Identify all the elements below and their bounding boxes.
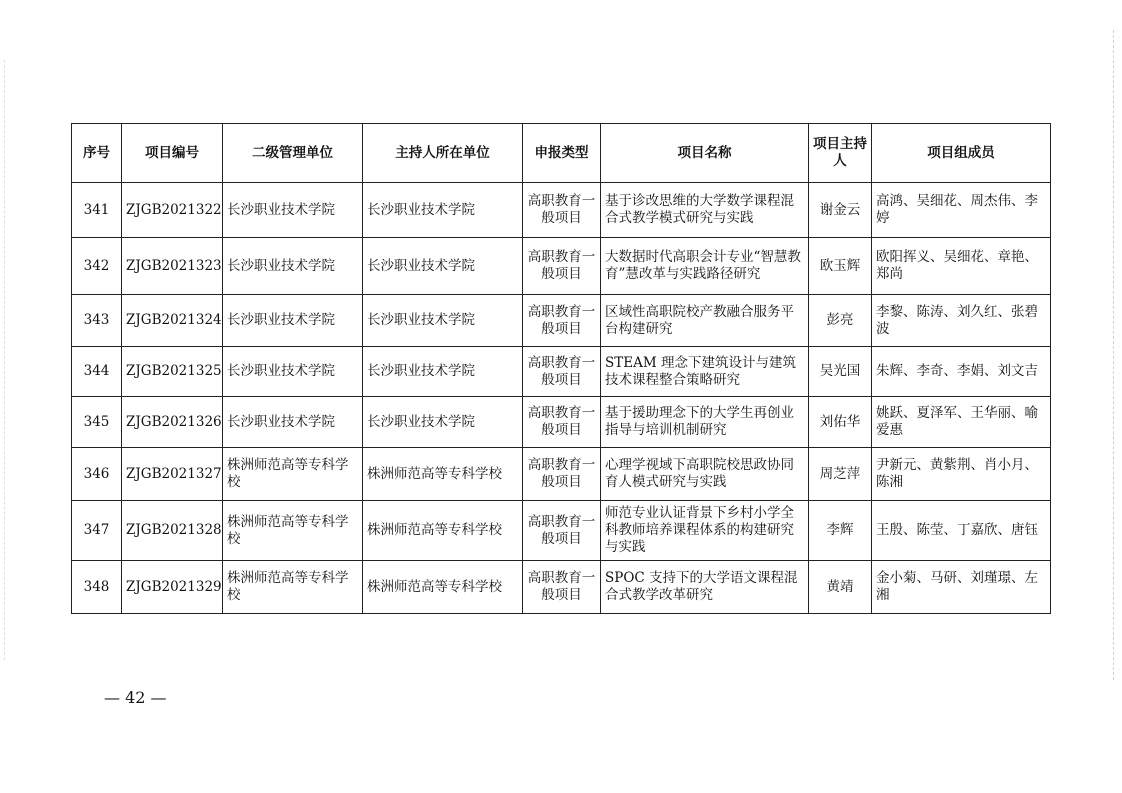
header-name: 项目名称 <box>601 124 809 183</box>
cell-name: 师范专业认证背景下乡村小学全科教师培养课程体系的构建研究与实践 <box>601 501 809 561</box>
cell-type: 高职教育一般项目 <box>523 295 601 347</box>
scan-edge-right <box>1112 30 1114 680</box>
cell-members: 李黎、陈涛、刘久红、张碧波 <box>872 295 1051 347</box>
cell-leader: 李辉 <box>809 501 872 561</box>
cell-leader: 吴光国 <box>809 347 872 397</box>
cell-no: 344 <box>72 347 122 397</box>
table-row <box>72 501 1051 561</box>
cell-code: ZJGB2021323 <box>122 238 223 295</box>
cell-members: 姚跃、夏泽军、王华丽、喻爱惠 <box>872 397 1051 448</box>
cell-leader: 欧玉辉 <box>809 238 872 295</box>
cell-host-unit: 长沙职业技术学院 <box>363 183 523 238</box>
cell-unit: 株洲师范高等专科学校 <box>223 448 363 501</box>
cell-members: 高鸿、吴细花、周杰伟、李婷 <box>872 183 1051 238</box>
cell-type: 高职教育一般项目 <box>523 347 601 397</box>
cell-leader: 黄靖 <box>809 561 872 614</box>
cell-members: 尹新元、黄紫荆、肖小月、陈湘 <box>872 448 1051 501</box>
table-row <box>72 397 1051 448</box>
header-members: 项目组成员 <box>872 124 1051 183</box>
table-row <box>72 561 1051 614</box>
cell-no: 347 <box>72 501 122 561</box>
cell-host-unit: 株洲师范高等专科学校 <box>363 561 523 614</box>
cell-no: 343 <box>72 295 122 347</box>
header-host-unit: 主持人所在单位 <box>363 124 523 183</box>
cell-no: 348 <box>72 561 122 614</box>
cell-code: ZJGB2021328 <box>122 501 223 561</box>
cell-unit: 长沙职业技术学院 <box>223 347 363 397</box>
cell-no: 342 <box>72 238 122 295</box>
cell-code: ZJGB2021322 <box>122 183 223 238</box>
cell-host-unit: 长沙职业技术学院 <box>363 238 523 295</box>
cell-code: ZJGB2021325 <box>122 347 223 397</box>
cell-no: 346 <box>72 448 122 501</box>
table-row <box>72 295 1051 347</box>
cell-type: 高职教育一般项目 <box>523 501 601 561</box>
cell-code: ZJGB2021324 <box>122 295 223 347</box>
cell-no: 341 <box>72 183 122 238</box>
cell-members: 王殷、陈莹、丁嘉欣、唐钰 <box>872 501 1051 561</box>
cell-name: 心理学视域下高职院校思政协同育人模式研究与实践 <box>601 448 809 501</box>
cell-type: 高职教育一般项目 <box>523 183 601 238</box>
cell-leader: 周芝萍 <box>809 448 872 501</box>
table-row <box>72 448 1051 501</box>
cell-name: 基于诊改思维的大学数学课程混合式教学模式研究与实践 <box>601 183 809 238</box>
project-table <box>71 123 1051 614</box>
header-code: 项目编号 <box>122 124 223 183</box>
cell-members: 朱辉、李奇、李娟、刘文吉 <box>872 347 1051 397</box>
header-leader: 项目主持人 <box>809 124 872 183</box>
cell-no: 345 <box>72 397 122 448</box>
cell-host-unit: 长沙职业技术学院 <box>363 347 523 397</box>
cell-unit: 长沙职业技术学院 <box>223 397 363 448</box>
header-no: 序号 <box>72 124 122 183</box>
header-unit: 二级管理单位 <box>223 124 363 183</box>
cell-name: 区域性高职院校产教融合服务平台构建研究 <box>601 295 809 347</box>
cell-unit: 长沙职业技术学院 <box>223 295 363 347</box>
cell-type: 高职教育一般项目 <box>523 238 601 295</box>
cell-name: SPOC 支持下的大学语文课程混合式教学改革研究 <box>601 561 809 614</box>
cell-unit: 株洲师范高等专科学校 <box>223 561 363 614</box>
cell-unit: 株洲师范高等专科学校 <box>223 501 363 561</box>
cell-host-unit: 长沙职业技术学院 <box>363 295 523 347</box>
cell-code: ZJGB2021327 <box>122 448 223 501</box>
cell-host-unit: 株洲师范高等专科学校 <box>363 448 523 501</box>
cell-unit: 长沙职业技术学院 <box>223 238 363 295</box>
table-row <box>72 347 1051 397</box>
table-body <box>72 183 1051 614</box>
cell-host-unit: 长沙职业技术学院 <box>363 397 523 448</box>
cell-leader: 刘佑华 <box>809 397 872 448</box>
cell-members: 金小菊、马研、刘瑾璟、左湘 <box>872 561 1051 614</box>
header-type: 申报类型 <box>523 124 601 183</box>
cell-host-unit: 株洲师范高等专科学校 <box>363 501 523 561</box>
cell-name: 大数据时代高职会计专业“智慧教育”慧改革与实践路径研究 <box>601 238 809 295</box>
cell-type: 高职教育一般项目 <box>523 397 601 448</box>
cell-members: 欧阳挥义、吴细花、章艳、郑尚 <box>872 238 1051 295</box>
table-header-row <box>72 124 1051 183</box>
page-number: — 42 — <box>104 688 167 707</box>
table-row <box>72 183 1051 238</box>
cell-name: STEAM 理念下建筑设计与建筑技术课程整合策略研究 <box>601 347 809 397</box>
scan-edge-left <box>4 60 6 660</box>
cell-leader: 彭亮 <box>809 295 872 347</box>
cell-code: ZJGB2021326 <box>122 397 223 448</box>
cell-code: ZJGB2021329 <box>122 561 223 614</box>
cell-type: 高职教育一般项目 <box>523 448 601 501</box>
cell-name: 基于援助理念下的大学生再创业指导与培训机制研究 <box>601 397 809 448</box>
cell-unit: 长沙职业技术学院 <box>223 183 363 238</box>
table-row <box>72 238 1051 295</box>
cell-type: 高职教育一般项目 <box>523 561 601 614</box>
cell-leader: 谢金云 <box>809 183 872 238</box>
